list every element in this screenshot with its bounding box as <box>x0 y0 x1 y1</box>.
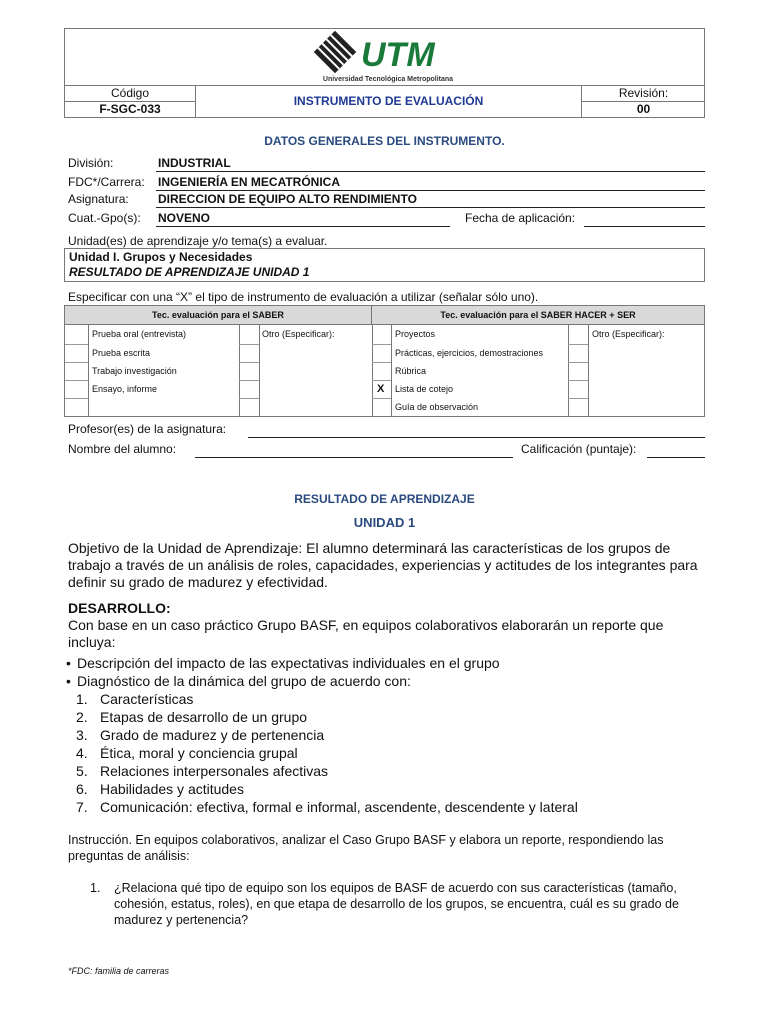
career-label: FDC*/Carrera: <box>68 175 145 189</box>
list-number: 2. <box>76 709 88 725</box>
document-title: INSTRUMENTO DE EVALUACIÓN <box>293 94 484 108</box>
result-title: RESULTADO DE APRENDIZAJE <box>294 492 475 506</box>
unit-line-1: Unidad I. Grupos y Necesidades <box>69 250 253 264</box>
specify-text: Especificar con una “X” el tipo de instrumento de evaluación a utilizar (señalar sólo uno). <box>68 290 539 304</box>
list-number: 1. <box>76 691 88 707</box>
row-line <box>372 398 391 399</box>
numbered-item: Habilidades y actitudes <box>100 781 244 797</box>
hacer-item: Prácticas, ejercicios, demostraciones <box>395 348 544 358</box>
bullet-icon: • <box>66 673 71 689</box>
logo-text: UTM <box>361 36 435 74</box>
table-divider <box>391 325 392 416</box>
saber-header: Tec. evaluación para el SABER <box>65 306 372 325</box>
general-section-title: DATOS GENERALES DEL INSTRUMENTO. <box>264 134 505 148</box>
bullet-icon: • <box>66 655 71 671</box>
unit-box <box>64 248 705 282</box>
development-text: Con base en un caso práctico Grupo BASF, en equipos colaborativos elaborarán un reporte que incluya: <box>68 617 664 650</box>
objective-text: Objetivo de la Unidad de Aprendizaje: El alumno determinará las características de los grupos de trabajo a través de un análisis de roles, capacidades, experiencias y actitudes de los integrantes para definir su grado de madurez y efectividad. <box>68 540 698 590</box>
row-line <box>568 344 588 345</box>
hacer-header: Tec. evaluación para el SABER HACER + SER <box>372 306 704 325</box>
table-divider <box>259 325 260 416</box>
saber-item: Prueba oral (entrevista) <box>92 329 187 339</box>
utm-logo <box>313 30 463 84</box>
row-line <box>372 344 391 345</box>
group-value: NOVENO <box>158 211 211 225</box>
row-line <box>568 380 588 381</box>
question-number: 1. <box>90 881 101 895</box>
numbered-item: Etapas de desarrollo de un grupo <box>100 709 308 725</box>
subject-value: DIRECCION DE EQUIPO ALTO RENDIMIENTO <box>158 192 417 206</box>
row-line <box>65 380 88 381</box>
university-name: Universidad Tecnológica Metropolitana <box>322 76 454 83</box>
row-line <box>239 398 259 399</box>
division-value: INDUSTRIAL <box>158 156 231 170</box>
division-underline <box>156 170 705 172</box>
row-line <box>568 362 588 363</box>
saber-item: Prueba escrita <box>92 348 151 358</box>
table-divider <box>239 325 240 416</box>
table-divider <box>588 325 589 416</box>
professor-label: Profesor(es) de la asignatura: <box>68 422 227 436</box>
subject-underline <box>156 206 705 208</box>
grade-label: Calificación (puntaje): <box>521 442 637 456</box>
division-label: División: <box>68 156 114 170</box>
list-number: 5. <box>76 763 88 779</box>
revision-cell <box>582 85 705 118</box>
row-line <box>65 362 88 363</box>
student-underline <box>195 456 513 458</box>
row-line <box>568 398 588 399</box>
numbered-item: Grado de madurez y de pertenencia <box>100 727 325 743</box>
table-divider <box>372 325 373 416</box>
hacer-item: Lista de cotejo <box>395 384 454 394</box>
career-value: INGENIERÍA EN MECATRÓNICA <box>158 175 341 189</box>
bullet-item: Descripción del impacto de las expectativas individuales en el grupo <box>77 655 500 671</box>
units-label: Unidad(es) de aprendizaje y/o tema(s) a evaluar. <box>68 234 328 248</box>
career-underline <box>156 189 705 191</box>
row-line <box>65 344 88 345</box>
logo-row <box>65 29 704 86</box>
list-number: 6. <box>76 781 88 797</box>
footnote: *FDC: familia de carreras <box>68 966 170 976</box>
hacer-item: Guía de observación <box>395 402 479 412</box>
unit-line-2: RESULTADO DE APRENDIZAJE UNIDAD 1 <box>69 265 310 279</box>
instruction-text: Instrucción. En equipos colaborativos, analizar el Caso Grupo BASF y elabora un reporte, respondiendo las preguntas de análisis: <box>68 833 664 863</box>
development-title: DESARROLLO: <box>68 600 171 616</box>
utm-logo-icon <box>313 30 463 76</box>
evaluation-table <box>64 305 705 417</box>
subject-label: Asignatura: <box>68 192 129 206</box>
row-line <box>372 362 391 363</box>
numbered-item: Comunicación: efectiva, formal e informal, ascendente, descendente y lateral <box>100 799 578 815</box>
title-cell <box>196 85 582 118</box>
row-line <box>239 380 259 381</box>
group-underline <box>156 225 450 227</box>
saber-item: Ensayo, informe <box>92 384 158 394</box>
list-number: 4. <box>76 745 88 761</box>
result-unit: UNIDAD 1 <box>353 515 416 530</box>
hacer-item: Rúbrica <box>395 366 427 376</box>
professor-underline <box>248 436 705 438</box>
row-line <box>65 398 88 399</box>
numbered-item: Ética, moral y conciencia grupal <box>100 745 298 761</box>
row-line <box>239 344 259 345</box>
date-label: Fecha de aplicación: <box>465 211 576 225</box>
code-cell <box>65 85 196 118</box>
table-divider <box>88 325 89 416</box>
grade-underline <box>647 456 705 458</box>
bullet-item: Diagnóstico de la dinámica del grupo de acuerdo con: <box>77 673 411 689</box>
document-header <box>64 28 705 118</box>
selected-mark: X <box>377 383 385 395</box>
question-text: ¿Relaciona qué tipo de equipo son los equipos de BASF de acuerdo con sus características (tamaño, cohesión, estatus, roles), en que etapa de desarrollo de los grupos, se encuentra, cuál es su grado de madurez y pertenencia? <box>114 881 679 927</box>
numbered-item: Relaciones interpersonales afectivas <box>100 763 329 779</box>
hacer-other: Otro (Especificar): <box>592 329 665 339</box>
date-underline <box>584 225 705 227</box>
saber-other: Otro (Especificar): <box>262 329 335 339</box>
list-number: 3. <box>76 727 88 743</box>
revision-value: 00 <box>636 102 651 116</box>
saber-item: Trabajo investigación <box>92 366 177 376</box>
hacer-item: Proyectos <box>395 329 436 339</box>
numbered-item: Características <box>100 691 194 707</box>
table-divider <box>568 325 569 416</box>
code-label: Código <box>65 85 195 102</box>
student-label: Nombre del alumno: <box>68 442 177 456</box>
list-number: 7. <box>76 799 88 815</box>
group-label: Cuat.-Gpo(s): <box>68 211 141 225</box>
code-value: F-SGC-033 <box>99 102 161 116</box>
revision-label: Revisión: <box>582 85 705 102</box>
row-line <box>239 362 259 363</box>
